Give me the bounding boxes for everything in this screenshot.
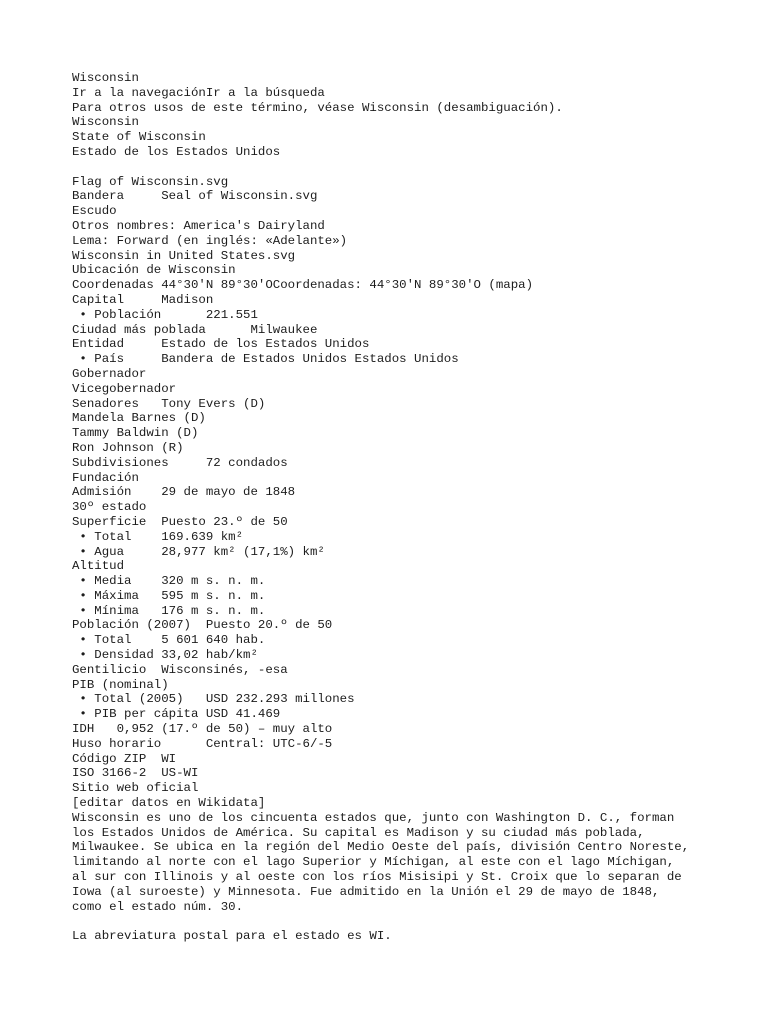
text-line: Entidad Estado de los Estados Unidos — [72, 337, 370, 352]
text-line: limitando al norte con el lago Superior y Míchigan, al este con el lago Míchigan, — [72, 855, 675, 870]
text-line: como el estado núm. 30. — [72, 899, 244, 914]
text-line: • Media 320 m s. n. m. — [72, 574, 266, 589]
text-line: Capital Madison — [72, 292, 214, 307]
text-line[interactable]: Sitio web oficial — [72, 781, 199, 796]
text-line: Altitud — [72, 559, 125, 574]
text-line: Ubicación de Wisconsin — [72, 263, 236, 278]
text-line: Senadores Tony Evers (D) — [72, 396, 266, 411]
text-line: • País Bandera de Estados Unidos Estados Unidos — [72, 352, 459, 367]
text-line: Lema: Forward (en inglés: «Adelante») — [72, 233, 348, 248]
text-line: Iowa (al suroeste) y Minnesota. Fue admitido en la Unión el 29 de mayo de 1848, — [72, 884, 660, 899]
text-line: • Total 169.639 km² — [72, 529, 244, 544]
text-line: los Estados Unidos de América. Su capital es Madison y su ciudad más poblada, — [72, 825, 645, 840]
text-line: Mandela Barnes (D) — [72, 411, 206, 426]
text-line: ISO 3166-2 US-WI — [72, 766, 199, 781]
text-line: Bandera Seal of Wisconsin.svg — [72, 189, 318, 204]
text-line[interactable]: Ir a la navegaciónIr a la búsqueda — [72, 85, 325, 100]
text-line: • Población 221.551 — [72, 307, 258, 322]
text-line: Escudo — [72, 204, 117, 219]
text-line: al sur con Illinois y al oeste con los ríos Misisipi y St. Croix que lo separan de — [72, 870, 682, 885]
text-line: Wisconsin es uno de los cincuenta estados que, junto con Washington D. C., forman — [72, 810, 675, 825]
text-line: Gobernador — [72, 366, 147, 381]
text-line: Subdivisiones 72 condados — [72, 455, 288, 470]
text-line: Gentilicio Wisconsinés, -esa — [72, 662, 288, 677]
text-line: Estado de los Estados Unidos — [72, 144, 281, 159]
text-line: • Densidad 33,02 hab/km² — [72, 648, 258, 663]
text-line: Superficie Puesto 23.º de 50 — [72, 514, 288, 529]
text-line: Wisconsin in United States.svg — [72, 248, 296, 263]
text-line: State of Wisconsin — [72, 130, 206, 145]
text-line: IDH 0,952 (17.º de 50) – muy alto — [72, 722, 333, 737]
text-line: Wisconsin — [72, 115, 139, 130]
text-line: • Total (2005) USD 232.293 millones — [72, 692, 355, 707]
text-line: Población (2007) Puesto 20.º de 50 — [72, 618, 333, 633]
text-line: Milwaukee. Se ubica en la región del Medio Oeste del país, división Centro Noreste, — [72, 840, 690, 855]
text-line: Para otros usos de este término, véase Wisconsin (desambiguación). — [72, 100, 563, 115]
blank-line — [72, 160, 752, 175]
text-line: • Agua 28,977 km² (17,1%) km² — [72, 544, 325, 559]
blank-line — [72, 914, 752, 929]
text-line: 30º estado — [72, 500, 147, 515]
text-line: Coordenadas 44°30′N 89°30′OCoordenadas: 44°30′N 89°30′O (mapa) — [72, 278, 534, 293]
text-line: Wisconsin — [72, 71, 139, 85]
text-line: La abreviatura postal para el estado es WI. — [72, 929, 392, 944]
text-line: Flag of Wisconsin.svg — [72, 174, 229, 189]
text-line: • PIB per cápita USD 41.469 — [72, 707, 281, 722]
text-line: PIB (nominal) — [72, 677, 169, 692]
document-page — [72, 71, 752, 944]
text-line: Vicegobernador — [72, 381, 177, 396]
text-line: Fundación — [72, 470, 139, 485]
text-line: Ciudad más poblada Milwaukee — [72, 322, 318, 337]
text-line: • Total 5 601 640 hab. — [72, 633, 266, 648]
text-line: • Mínima 176 m s. n. m. — [72, 603, 266, 618]
text-line[interactable]: [editar datos en Wikidata] — [72, 796, 266, 811]
text-line: Admisión 29 de mayo de 1848 — [72, 485, 296, 500]
text-line: Tammy Baldwin (D) — [72, 426, 199, 441]
text-line: Otros nombres: America's Dairyland — [72, 218, 325, 233]
text-line: Código ZIP WI — [72, 751, 177, 766]
text-line: Ron Johnson (R) — [72, 440, 184, 455]
text-line: Huso horario Central: UTC-6/-5 — [72, 736, 333, 751]
text-line: • Máxima 595 m s. n. m. — [72, 588, 266, 603]
